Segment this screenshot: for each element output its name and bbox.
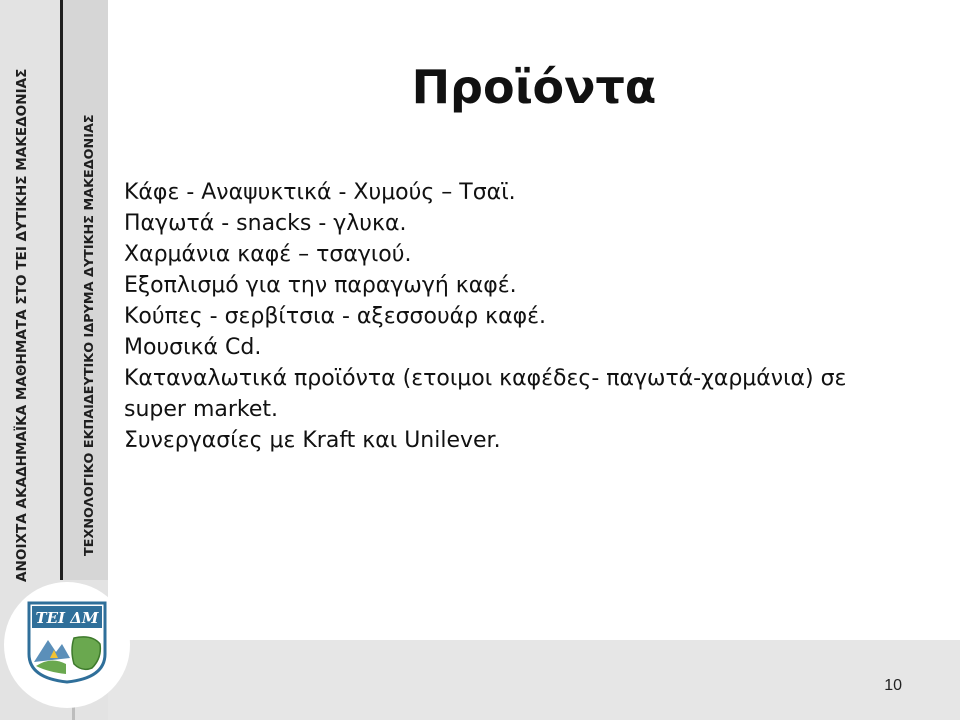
list-item: Εξοπλισμό για την παραγωγή καφέ. [124, 273, 517, 298]
slide-title: Προϊόντα [411, 60, 657, 114]
list-item: Χαρμάνια καφέ – τσαγιού. [124, 242, 412, 267]
side-divider-line [60, 0, 63, 580]
list-item: Παγωτά - snacks - γλυκα. [124, 211, 407, 236]
tei-dm-logo-graphic [26, 600, 108, 684]
list-item: Μουσικά Cd. [124, 335, 262, 360]
footer-band [108, 640, 960, 720]
tei-dm-logo-icon [26, 600, 108, 688]
list-item: Κάφε - Αναψυκτικά - Χυμούς – Τσαϊ. [124, 180, 516, 205]
list-item: Κούπες - σερβίτσια - αξεσσουάρ καφέ. [124, 304, 546, 329]
page-number: 10 [884, 677, 902, 694]
list-item: Συνεργασίες με Kraft και Unilever. [124, 428, 501, 453]
logo-lettering: ΤΕΙ ΔΜ [35, 609, 99, 627]
institution-banner-outer: ΑΝΟΙΧΤΑ ΑΚΑΔΗΜΑΪΚΑ ΜΑΘΗΜΑΤΑ ΣΤΟ ΤΕΙ ΔΥΤΙΚΗΣ ΜΑΚΕΔΟΝΙΑΣ [14, 68, 30, 582]
product-list [124, 177, 854, 456]
institution-banner-inner: ΤΕΧΝΟΛΟΓΙΚΟ ΕΚΠΑΙΔΕΥΤΙΚΟ ΙΔΡΥΜΑ ΔΥΤΙΚΗΣ ΜΑΚΕΔΟΝΙΑΣ [82, 114, 97, 556]
list-item: Καταναλωτικά προϊόντα (ετοιμοι καφέδες- παγωτά-χαρμάνια) σε super market. [124, 366, 847, 422]
